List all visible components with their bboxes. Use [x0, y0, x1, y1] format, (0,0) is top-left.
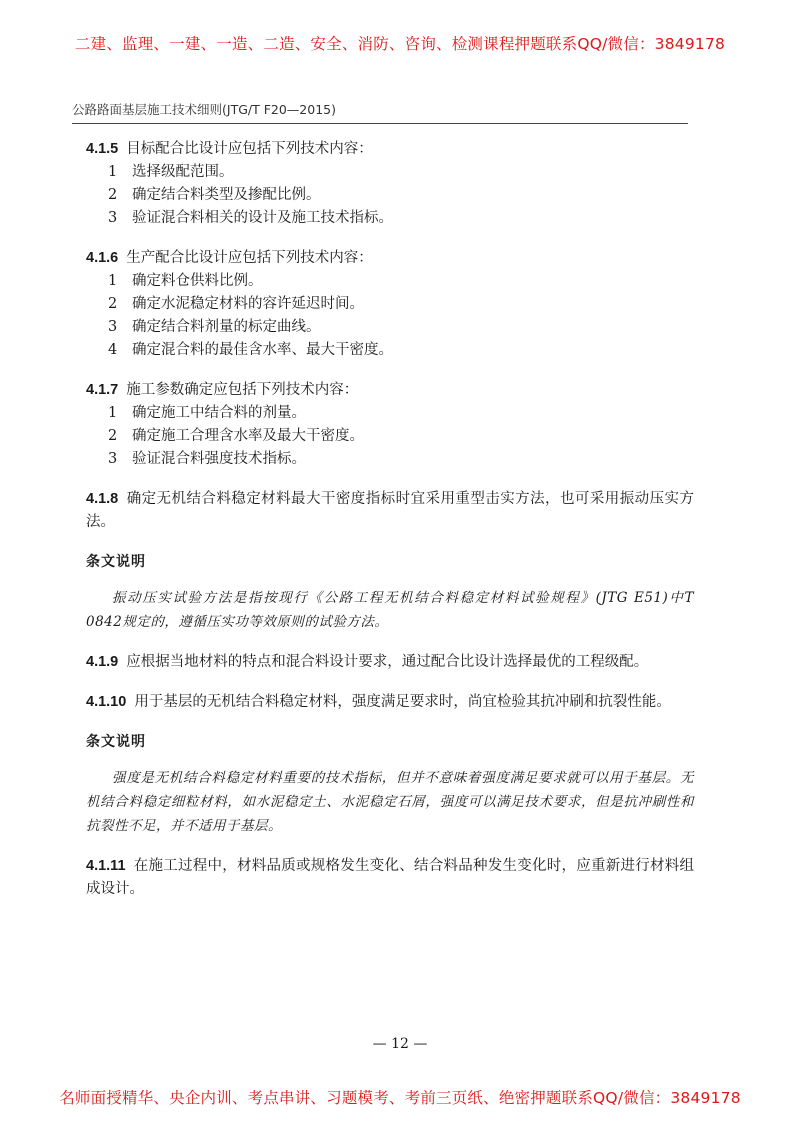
clause-4-1-6	[86, 247, 694, 362]
list-item: 3 验证混合料相关的设计及施工技术指标。	[108, 210, 393, 226]
list-item: 1 确定施工中结合料的剂量。	[108, 405, 306, 421]
running-header: 公路路面基层施工技术细则(JTG/T F20—2015)	[72, 102, 336, 117]
clause-title: 施工参数确定应包括下列技术内容：	[126, 382, 359, 398]
clause-number: 4.1.6	[86, 250, 119, 266]
page-number: — 12 —	[372, 1036, 428, 1052]
clause-number: 4.1.7	[86, 382, 119, 398]
list-item: 1 确定料仓供料比例。	[108, 273, 263, 289]
list-item: 2 确定施工合理含水率及最大干密度。	[108, 428, 364, 444]
explanation-text: 强度是无机结合料稳定材料重要的技术指标，但并不意味着强度满足要求就可以用于基层。无机结合料稳定细粒材料，如水泥稳定土、水泥稳定石屑，强度可以满足技术要求，但是抗冲刷性和抗裂性不足，并不适用于基层。	[86, 770, 694, 834]
bottom-banner: 名师面授精华、央企内训、考点串讲、习题模考、考前三页纸、绝密押题联系QQ/微信：3849178	[59, 1089, 741, 1107]
clause-title: 生产配合比设计应包括下列技术内容：	[126, 250, 373, 266]
clause-text: 确定无机结合料稳定材料最大干密度指标时宜采用重型击实方法，也可采用振动压实方法。	[86, 491, 694, 530]
list-item: 3 验证混合料强度技术指标。	[108, 451, 306, 467]
list-item: 1 选择级配范围。	[108, 164, 234, 180]
clause-number: 4.1.11	[86, 858, 126, 874]
page-content	[86, 138, 694, 901]
clause-4-1-10	[86, 691, 694, 714]
list-item: 2 确定水泥稳定材料的容许延迟时间。	[108, 296, 364, 312]
clause-number: 4.1.10	[86, 694, 127, 710]
clause-number: 4.1.8	[86, 491, 119, 507]
list-item: 3 确定结合料剂量的标定曲线。	[108, 319, 321, 335]
clause-text: 在施工过程中，材料品质或规格发生变化、结合料品种发生变化时，应重新进行材料组成设计。	[86, 858, 694, 897]
clause-4-1-9	[86, 651, 694, 674]
clause-4-1-5	[86, 138, 694, 230]
top-banner: 二建、监理、一建、一造、二造、安全、消防、咨询、检测课程押题联系QQ/微信：3849178	[74, 35, 726, 53]
clause-number: 4.1.5	[86, 141, 119, 157]
clause-title: 目标配合比设计应包括下列技术内容：	[126, 141, 373, 157]
clause-4-1-8	[86, 488, 694, 534]
header-rule	[72, 123, 688, 124]
explanation-text: 振动压实试验方法是指按现行《公路工程无机结合料稳定材料试验规程》(JTG E51)中T 0842规定的，遵循压实功等效原则的试验方法。	[86, 590, 694, 630]
clause-text: 应根据当地材料的特点和混合料设计要求，通过配合比设计选择最优的工程级配。	[126, 654, 649, 670]
explanation-title: 条文说明	[86, 734, 146, 750]
list-item: 2 确定结合料类型及掺配比例。	[108, 187, 321, 203]
clause-4-1-7	[86, 379, 694, 471]
explanation-title: 条文说明	[86, 554, 146, 570]
list-item: 4 确定混合料的最佳含水率、最大干密度。	[108, 342, 393, 358]
clause-4-1-11	[86, 855, 694, 901]
clause-number: 4.1.9	[86, 654, 119, 670]
clause-text: 用于基层的无机结合料稳定材料，强度满足要求时，尚宜检验其抗冲刷和抗裂性能。	[134, 694, 671, 710]
